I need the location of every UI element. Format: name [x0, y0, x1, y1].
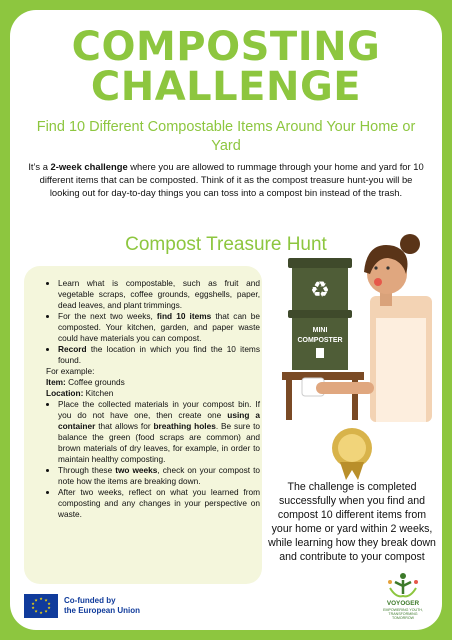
svg-text:★: ★ [34, 597, 38, 603]
bin-bottom [292, 318, 348, 370]
svg-text:★: ★ [31, 601, 35, 606]
subtitle: Find 10 Different Compostable Items Around Your Home or Yard [36, 119, 416, 154]
bullet-find: • For the next two weeks, find 10 items that can be composted. Your kitchen, garden, and paper waste could have materials you can compost. [58, 311, 260, 344]
bullet-list-1 [46, 278, 260, 366]
intro-paragraph: It’s a 2-week challenge where you are allowed to rummage through your home and yard for 10 different items that can be composted. Think of it as the compost treasure hunt-you will be looking out for day-to-day things you can toss into a compost bin instead of the trash. [28, 161, 424, 198]
example-item: Item: Coffee grounds [46, 377, 125, 387]
bullet-check: • Through these two weeks, check on your compost to note how the items are breaking down. [58, 465, 260, 487]
bin-lid [288, 258, 352, 268]
eu-flag-icon [24, 594, 58, 618]
tap [316, 348, 324, 358]
svg-text:★: ★ [31, 605, 35, 610]
svg-text:★: ★ [47, 605, 51, 610]
voyoger-emblem-icon [376, 570, 430, 600]
title-line-1: COMPOSTING [71, 24, 381, 70]
apron [376, 318, 426, 422]
title-line-2: CHALLENGE [90, 64, 362, 110]
instructions-list [46, 278, 260, 520]
instructions-panel [24, 266, 262, 584]
logo-tagline: EMPOWERING YOUTH, TRANSFORMING TOMORROW [383, 608, 423, 621]
eu-funding-badge [24, 594, 140, 618]
medal-icon [326, 422, 378, 482]
bullet-place: • Place the collected materials in your compost bin. If you do not have one, then create one using a container that allows for breathing holes. Be sure to balance the green (food scraps are common) and brown materials of dry leaves, for example, in order to maintain healthy composting. [58, 399, 260, 465]
bullet-reflect: • After two weeks, reflect on what you learned from composting and any changes in your perspective on waste. [58, 487, 260, 520]
svg-text:★: ★ [44, 608, 48, 614]
poster-card [10, 10, 442, 630]
svg-text:★: ★ [34, 608, 38, 614]
svg-text:★: ★ [44, 597, 48, 603]
bin-label-2: COMPOSTER [297, 337, 343, 344]
eu-text: Co-funded by the European Union [64, 596, 140, 615]
section-title: Compost Treasure Hunt [125, 234, 327, 255]
bin-label-1: MINI [312, 327, 328, 334]
composter-illustration [272, 222, 432, 422]
recycle-icon: ♻ [310, 278, 330, 303]
bullet-record: • Record the location in which you find the 10 items found. [58, 344, 260, 366]
example-location: Location: Kitchen [46, 388, 114, 398]
voyoger-logo [376, 570, 430, 626]
bullet-list-2 [46, 399, 260, 520]
svg-text:★: ★ [39, 610, 43, 615]
logo-name: VOYOGER [386, 600, 420, 607]
example-intro: For example: [46, 366, 95, 376]
svg-text:★: ★ [39, 596, 43, 601]
bullet-learn: • Learn what is compostable, such as fruit and vegetable scraps, coffee grounds, eggshells, paper, dead leaves, and plant trimmings. [58, 278, 260, 311]
completion-criteria: The challenge is completed successfully when you find and compost 10 different items from your home or yard within 2 weeks, while learning how they break down and contribute to your compost [268, 481, 436, 563]
person-arm [316, 382, 374, 394]
svg-text:★: ★ [47, 601, 51, 606]
